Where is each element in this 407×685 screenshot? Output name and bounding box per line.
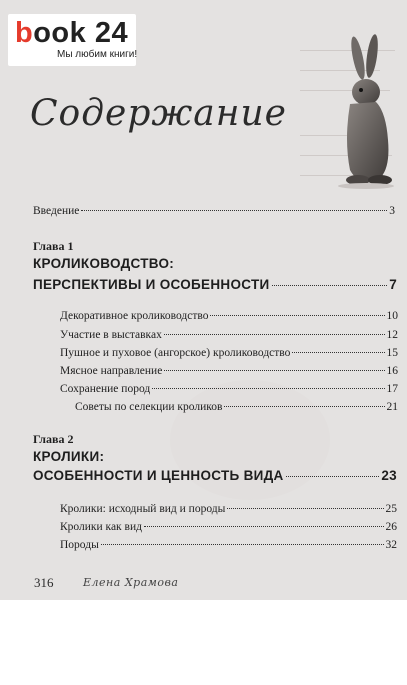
toc-entry[interactable] [60, 347, 398, 359]
leader-dots [227, 508, 383, 509]
chapter-1-heading-line2: ПЕРСПЕКТИВЫ И ОСОБЕННОСТИ [33, 277, 270, 292]
page-number: 316 [34, 575, 54, 590]
toc-entry[interactable] [60, 503, 397, 515]
toc-entry-page: 16 [386, 365, 398, 377]
chapter-2-heading-line1: КРОЛИКИ: [33, 449, 105, 464]
chapter-1-heading-line1: КРОЛИКОВОДСТВО: [33, 256, 175, 271]
toc-entry-page: 3 [389, 205, 395, 217]
toc-entry-label: Мясное направление [60, 365, 163, 377]
chapter-1-heading-entry[interactable] [33, 277, 397, 292]
toc-entry-page: 15 [386, 347, 398, 359]
toc-entry-page: 32 [385, 539, 397, 551]
toc-entry[interactable] [60, 329, 398, 341]
leader-dots [286, 476, 380, 477]
chapter-2-page: 23 [381, 468, 397, 483]
contents-title: Содержание [30, 93, 287, 134]
chapter-2-label: Глава 2 [33, 432, 74, 446]
toc-entry[interactable] [60, 539, 397, 551]
logo-b-letter: b [15, 17, 34, 49]
book24-logo[interactable] [8, 14, 136, 66]
toc-entry-label: Сохранение пород [60, 383, 151, 395]
toc-entry-label: Кролики как вид [60, 521, 142, 533]
leader-dots [164, 370, 384, 371]
logo-rest: ook 24 [33, 17, 129, 49]
toc-entry-page: 17 [386, 383, 398, 395]
toc-entry-label: Советы по селекции кроликов [75, 401, 223, 413]
toc-entry-label: Кролики: исходный вид и породы [60, 503, 226, 515]
logo-tagline: Мы любим книги! [57, 49, 138, 60]
toc-entry-page: 10 [386, 310, 398, 322]
toc-entry[interactable] [60, 383, 398, 395]
toc-entry-label: Участие в выставках [60, 329, 162, 341]
toc-entry-page: 26 [385, 521, 397, 533]
chapter-1-label: Глава 1 [33, 239, 74, 253]
leader-dots [144, 526, 384, 527]
chapter-1-page: 7 [389, 277, 397, 292]
toc-entry-intro[interactable] [33, 205, 395, 217]
toc-entry-label: Пушное и пуховое (ангорское) кролиководство [60, 347, 291, 359]
logo-wordmark [15, 18, 128, 48]
toc-entry-page: 12 [386, 329, 398, 341]
leader-dots [101, 544, 384, 545]
toc-entry-label: Введение [33, 205, 80, 217]
toc-entry[interactable] [60, 521, 397, 533]
toc-subentry[interactable] [75, 401, 398, 413]
toc-entry[interactable] [60, 365, 398, 377]
toc-entry-label: Декоративное кролиководство [60, 310, 209, 322]
leader-dots [272, 285, 388, 286]
leader-dots [81, 210, 387, 211]
rabbit-illustration [336, 30, 406, 190]
toc-entry-label: Породы [60, 539, 99, 551]
chapter-2-heading-line2: ОСОБЕННОСТИ И ЦЕННОСТЬ ВИДА [33, 468, 284, 483]
toc-entry-page: 21 [386, 401, 398, 413]
leader-dots [210, 315, 384, 316]
leader-dots [164, 334, 385, 335]
leader-dots [224, 406, 384, 407]
chapter-2-heading-entry[interactable] [33, 468, 397, 483]
running-footer-author: Елена Храмова [83, 576, 179, 589]
toc-entry[interactable] [60, 310, 398, 322]
toc-entry-page: 25 [385, 503, 397, 515]
leader-dots [292, 352, 384, 353]
leader-dots [152, 388, 384, 389]
